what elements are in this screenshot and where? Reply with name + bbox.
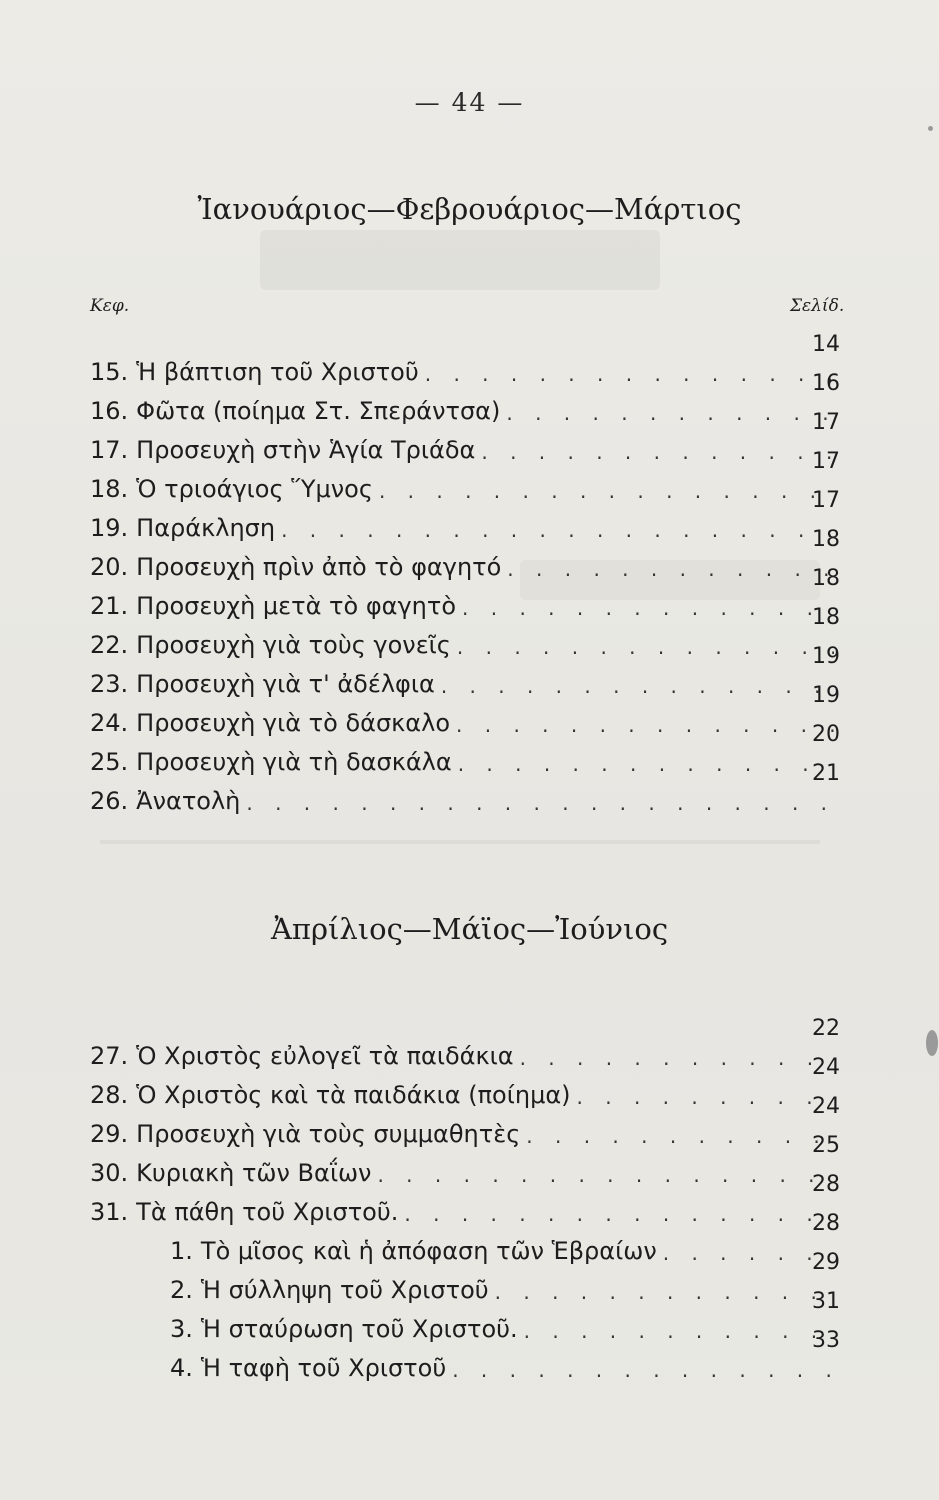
entry-page: 14 bbox=[812, 332, 840, 357]
entry-number: 17. bbox=[90, 436, 129, 464]
entry-page: 17 bbox=[812, 449, 840, 474]
dot-leader bbox=[246, 791, 834, 815]
entry-number: 23. bbox=[90, 670, 129, 698]
dot-leader bbox=[506, 401, 834, 425]
dot-leader bbox=[404, 1202, 834, 1226]
dot-leader bbox=[507, 557, 834, 581]
entry-number: 22. bbox=[90, 631, 129, 659]
entry-title: Προσευχὴ γιὰ τοὺς γονεῖς bbox=[136, 631, 451, 659]
entry-title: Προσευχὴ μετὰ τὸ φαγητὸ bbox=[136, 592, 457, 620]
sub-entry-title: Τὸ μῖσος καὶ ἡ ἀπόφαση τῶν Ἑβραίων bbox=[200, 1237, 657, 1265]
entry-page: 21 bbox=[812, 761, 840, 786]
entry-title: Φῶτα (ποίημα Στ. Σπεράντσα) bbox=[136, 397, 501, 425]
sub-entry-title: Ἡ σταύρωση τοῦ Χριστοῦ. bbox=[200, 1315, 518, 1343]
entry-number: 25. bbox=[90, 748, 129, 776]
entry-page: 20 bbox=[812, 722, 840, 747]
entry-title: Προσευχὴ γιὰ τὴ δασκάλα bbox=[136, 748, 452, 776]
entry-number: 26. bbox=[90, 787, 129, 815]
entry-page: 19 bbox=[812, 683, 840, 708]
entry-page: 24 bbox=[812, 1055, 840, 1080]
sub-entry-page: 33 bbox=[812, 1328, 840, 1353]
entry-title: Προσευχὴ γιὰ τ' ἀδέλφια bbox=[136, 670, 435, 698]
dot-leader bbox=[462, 596, 834, 620]
entry-title: Ἡ βάπτιση τοῦ Χριστοῦ bbox=[136, 358, 419, 386]
entry-number: 16. bbox=[90, 397, 129, 425]
entry-title: Προσευχὴ στὴν Ἁγία Τριάδα bbox=[136, 436, 476, 464]
entry-page: 18 bbox=[812, 605, 840, 630]
entry-number: 29. bbox=[90, 1120, 129, 1148]
sub-entry-number: 4. bbox=[170, 1354, 193, 1382]
entry-page: 16 bbox=[812, 371, 840, 396]
scan-speck bbox=[926, 1030, 938, 1056]
bleed-through-texture bbox=[260, 230, 660, 290]
dot-leader bbox=[425, 362, 834, 386]
entry-number: 21. bbox=[90, 592, 129, 620]
entry-number: 19. bbox=[90, 514, 129, 542]
toc-sub-entry bbox=[170, 1211, 840, 1265]
entry-title: Ὁ Χριστὸς καὶ τὰ παιδάκια (ποίημα) bbox=[136, 1081, 571, 1109]
dot-leader bbox=[377, 1163, 834, 1187]
entry-number: 28. bbox=[90, 1081, 129, 1109]
entry-page: 19 bbox=[812, 644, 840, 669]
entry-title: Ἀνατολὴ bbox=[136, 787, 241, 815]
entry-title: Προσευχὴ γιὰ τοὺς συμμαθητὲς bbox=[136, 1120, 521, 1148]
sub-entry-number: 1. bbox=[170, 1237, 193, 1265]
entry-number: 20. bbox=[90, 553, 129, 581]
page-number: — 44 — bbox=[414, 88, 525, 117]
column-label-chapter: Κεφ. bbox=[90, 296, 130, 316]
entry-title: Ὁ τριοάγιος Ὕμνος bbox=[136, 475, 373, 503]
entry-number: 24. bbox=[90, 709, 129, 737]
entry-title: Παράκληση bbox=[136, 514, 276, 542]
dot-leader bbox=[456, 713, 834, 737]
entry-title: Προσευχὴ πρὶν ἀπὸ τὸ φαγητό bbox=[136, 553, 502, 581]
sub-entry-page: 31 bbox=[812, 1289, 840, 1314]
dot-leader bbox=[458, 752, 834, 776]
dot-leader bbox=[526, 1124, 834, 1148]
column-label-page: Σελίδ. bbox=[790, 296, 845, 316]
dot-leader bbox=[457, 635, 834, 659]
dot-leader bbox=[524, 1319, 834, 1343]
sub-entry-title: Ἡ ταφὴ τοῦ Χριστοῦ bbox=[200, 1354, 447, 1382]
entry-number: 15. bbox=[90, 358, 129, 386]
sub-entry-number: 2. bbox=[170, 1276, 193, 1304]
entry-page: 17 bbox=[812, 488, 840, 513]
toc-entry bbox=[90, 332, 840, 386]
dot-leader bbox=[495, 1280, 834, 1304]
toc-entry bbox=[90, 1016, 840, 1070]
section-title-spring: Ἀπρίλιος—Μάϊος—Ἰούνιος bbox=[270, 912, 669, 946]
entry-number: 31. bbox=[90, 1198, 129, 1226]
entry-page: 25 bbox=[812, 1133, 840, 1158]
entry-page: 18 bbox=[812, 527, 840, 552]
section-title-winter: Ἰανουάριος—Φεβρουάριος—Μάρτιος bbox=[197, 192, 742, 226]
sub-entry-page: 29 bbox=[812, 1250, 840, 1275]
entry-number: 30. bbox=[90, 1159, 129, 1187]
dot-leader bbox=[379, 479, 834, 503]
entry-number: 18. bbox=[90, 475, 129, 503]
dot-leader bbox=[520, 1046, 834, 1070]
entry-title: Κυριακὴ τῶν Βαΐων bbox=[136, 1159, 372, 1187]
scan-speck bbox=[928, 126, 933, 131]
entry-page: 28 bbox=[812, 1172, 840, 1197]
dot-leader bbox=[281, 518, 834, 542]
entry-page: 17 bbox=[812, 410, 840, 435]
entry-number: 27. bbox=[90, 1042, 129, 1070]
entry-title: Ὁ Χριστὸς εὐλογεῖ τὰ παιδάκια bbox=[136, 1042, 514, 1070]
dot-leader bbox=[481, 440, 834, 464]
entry-title: Τὰ πάθη τοῦ Χριστοῦ. bbox=[136, 1198, 399, 1226]
dot-leader bbox=[441, 674, 834, 698]
entry-page: 22 bbox=[812, 1016, 840, 1041]
sub-entry-page: 28 bbox=[812, 1211, 840, 1236]
entry-page: 24 bbox=[812, 1094, 840, 1119]
entry-page: 18 bbox=[812, 566, 840, 591]
dot-leader bbox=[452, 1358, 834, 1382]
dot-leader bbox=[577, 1085, 834, 1109]
sub-entry-title: Ἡ σύλληψη τοῦ Χριστοῦ bbox=[200, 1276, 489, 1304]
sub-entry-number: 3. bbox=[170, 1315, 193, 1343]
entry-title: Προσευχὴ γιὰ τὸ δάσκαλο bbox=[136, 709, 451, 737]
bleed-through-texture bbox=[100, 840, 820, 844]
